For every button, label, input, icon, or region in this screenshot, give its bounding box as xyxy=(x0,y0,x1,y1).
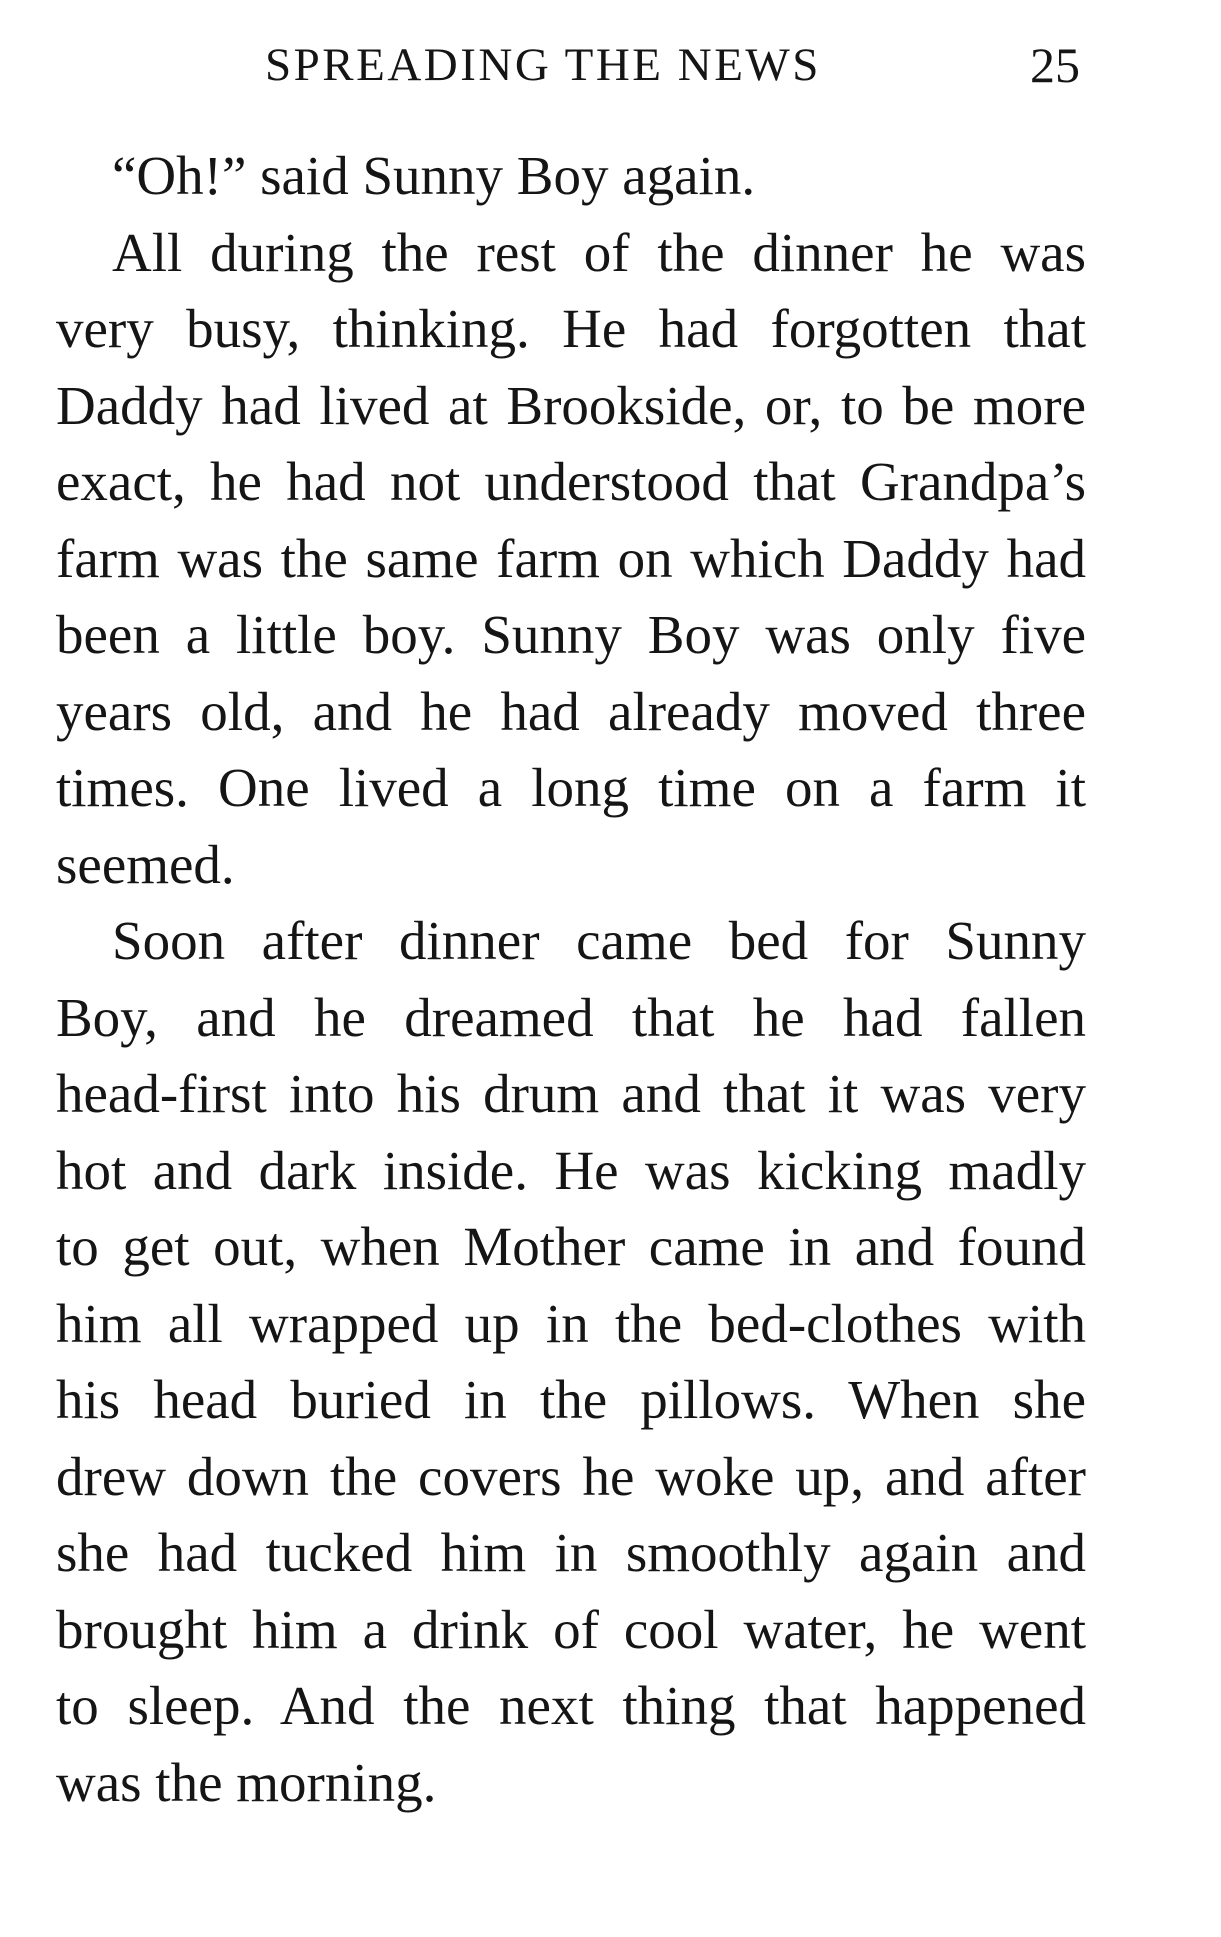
text-line: Daddy had lived at Brookside, or, to be more xyxy=(56,374,1086,436)
running-head xyxy=(0,30,1221,100)
body-text xyxy=(56,138,1086,1821)
text-line: head-first into his drum and that it was very xyxy=(56,1063,1086,1124)
text-line: been a little boy. Sunny Boy was only five xyxy=(56,604,1086,665)
text-line: years old, and he had already moved three xyxy=(56,680,1086,742)
text-line: to get out, when Mother came in and found xyxy=(56,1216,1086,1277)
text-line: farm was the same farm on which Daddy had xyxy=(56,527,1086,589)
text-line: to sleep. And the next thing that happened xyxy=(56,1675,1086,1736)
text-line: him all wrapped up in the bed-clothes with xyxy=(56,1292,1086,1354)
text-line: “Oh!” said Sunny Boy again. xyxy=(112,145,756,206)
text-line: was the morning. xyxy=(56,1751,437,1813)
text-line: she had tucked him in smoothly again and xyxy=(56,1522,1086,1583)
text-line: his head buried in the pillows. When she xyxy=(56,1369,1086,1430)
page-number: 25 xyxy=(1030,37,1080,93)
text-line: brought him a drink of cool water, he went xyxy=(56,1598,1086,1660)
text-line: exact, he had not understood that Grandpa’s xyxy=(56,451,1086,512)
text-line: All during the rest of the dinner he was xyxy=(112,221,1086,283)
running-title: SPREADING THE NEWS xyxy=(265,39,821,91)
text-line: Boy, and he dreamed that he had fallen xyxy=(56,986,1086,1048)
text-line: drew down the covers he woke up, and after xyxy=(56,1445,1086,1507)
text-line: seemed. xyxy=(56,833,235,895)
text-line: times. One lived a long time on a farm it xyxy=(56,757,1086,818)
text-line: hot and dark inside. He was kicking madly xyxy=(56,1139,1086,1201)
text-line: Soon after dinner came bed for Sunny xyxy=(112,910,1086,971)
text-line: very busy, thinking. He had forgotten that xyxy=(56,298,1086,359)
